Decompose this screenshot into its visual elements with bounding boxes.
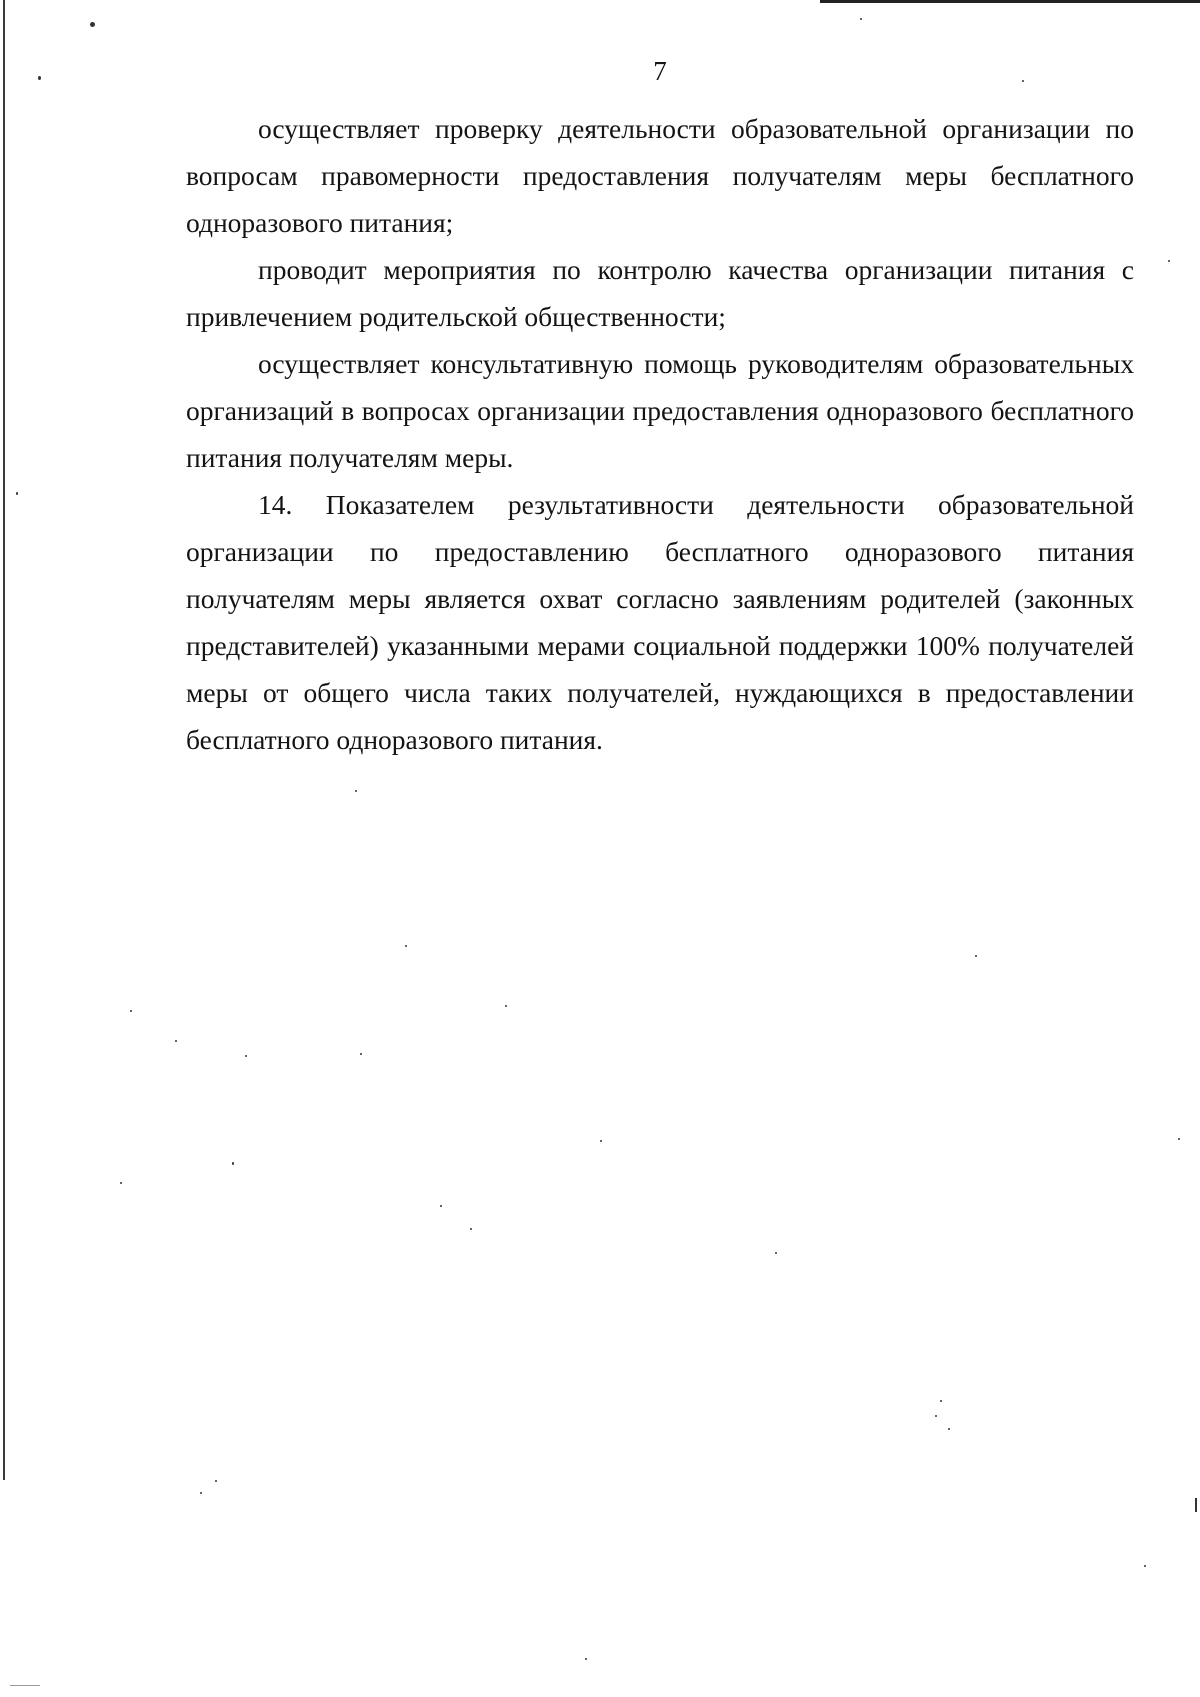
body-text [186,105,1134,763]
page-number: 7 [653,56,667,86]
scan-speck [585,1658,587,1660]
scan-speck [505,1005,507,1007]
scan-speck [16,492,18,495]
scan-speck [975,955,977,957]
scan-speck [600,1140,602,1142]
scan-speck [860,18,862,20]
scan-speck [175,1040,177,1042]
scan-speck [215,1480,217,1482]
scan-speck [948,1428,950,1430]
scan-edge-left [3,0,5,1480]
scan-speck [405,945,407,947]
scan-speck [360,1053,362,1055]
paragraph: 14. Показателем результативности деятельности образовательной организации по предоставлению бесплатного одноразового питания получателям меры является охват согласно заявлениям родителей (законных представителей) указанными мерами социальной поддержки 100% получателей меры от общего числа таких получателей, нуждающихся в предоставлении бесплатного одноразового питания. [186,489,1134,755]
scan-speck [10,1685,40,1686]
scan-edge-top [820,0,1200,3]
paragraph: осуществляет консультативную помощь руководителям образовательных организаций в вопросах организации предоставления одноразового бесплатного питания получателям меры. [186,348,1134,473]
scan-speck [90,22,95,27]
scan-speck [355,790,357,792]
scan-speck [1144,1565,1146,1567]
paragraph: проводит мероприятия по контролю качества организации питания с привлечением родительской общественности; [186,254,1134,332]
scan-speck [245,1055,247,1057]
scan-speck [775,1252,777,1254]
scan-speck [940,1400,942,1402]
scan-speck [440,1205,442,1207]
scan-speck [1168,260,1170,262]
scan-speck [470,1228,472,1230]
paragraph: осуществляет проверку деятельности образовательной организации по вопросам правомерности предоставления получателям меры бесплатного одноразового питания; [186,113,1134,238]
scan-speck [38,76,41,80]
scan-speck [130,1010,132,1012]
scan-speck [120,1182,122,1184]
scan-speck [232,1162,234,1165]
scan-speck [1195,1498,1197,1512]
scan-speck [200,1492,202,1494]
scan-speck [1178,1138,1180,1140]
scan-speck [935,1415,937,1417]
